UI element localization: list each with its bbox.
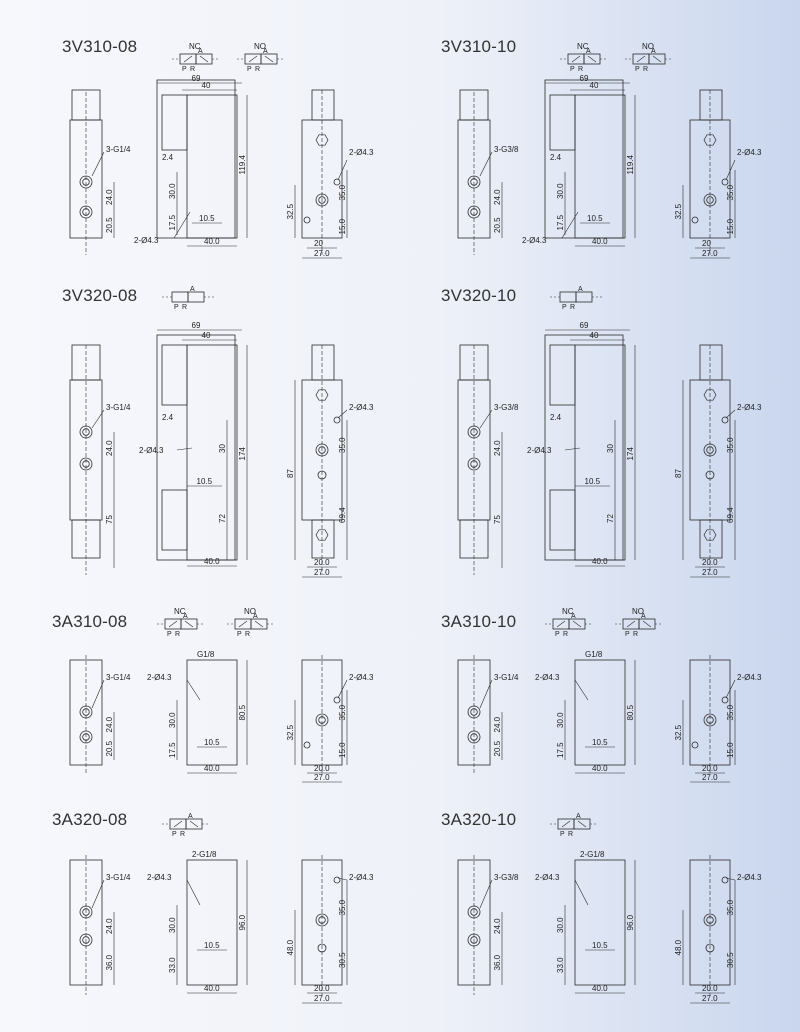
valve-symbol bbox=[615, 607, 663, 638]
flow-arrow bbox=[572, 56, 580, 62]
dimension-label: G1/8 bbox=[585, 650, 603, 659]
dimension-label: 30 bbox=[606, 444, 615, 453]
symbol-label: NC bbox=[174, 607, 186, 616]
valve-body bbox=[575, 345, 625, 560]
leader-line bbox=[726, 878, 735, 880]
symbol-label: NO bbox=[642, 42, 654, 51]
port-letter-p: P bbox=[562, 304, 567, 311]
view-group-3V320-08 bbox=[70, 286, 374, 577]
dimension-label: 69 bbox=[191, 74, 201, 83]
valve-box-right bbox=[576, 292, 592, 302]
flow-arrow bbox=[249, 56, 257, 62]
dimension-label: 80.5 bbox=[238, 704, 247, 721]
dimension-label: 20.5 bbox=[493, 217, 502, 233]
dimension-label: 24.0 bbox=[105, 716, 114, 733]
dimension-label: 40.0 bbox=[592, 764, 608, 773]
dimension-label: 32.5 bbox=[674, 203, 683, 220]
port-letter-p: P bbox=[635, 66, 640, 73]
dimension-label: 40.0 bbox=[592, 237, 608, 246]
dimension-label: 80.5 bbox=[626, 704, 635, 721]
dimension-label: 2-Ø4.3 bbox=[737, 403, 762, 412]
dimension-label: 2-Ø4.3 bbox=[535, 873, 560, 882]
port-letter-r: R bbox=[190, 66, 196, 73]
dimension-label: 30.0 bbox=[556, 917, 565, 933]
port-letter-a: A bbox=[571, 613, 576, 620]
front-coil-top bbox=[460, 345, 488, 380]
leader-line bbox=[338, 410, 347, 418]
leader-line bbox=[726, 410, 735, 418]
leader-line bbox=[575, 680, 588, 700]
port-letter-a: A bbox=[188, 813, 193, 820]
valve-symbol bbox=[162, 286, 214, 311]
dimension-label: 10.5 bbox=[587, 214, 603, 223]
dimension-label: 2-Ø4.3 bbox=[737, 673, 762, 682]
dimension-label: 15.0 bbox=[338, 742, 347, 758]
dimension-label: 40.0 bbox=[204, 764, 220, 773]
valve-symbol bbox=[625, 42, 673, 73]
port-letter-a: A bbox=[651, 48, 656, 55]
view-group-3V310-10 bbox=[458, 42, 762, 258]
dimension-label: 3-G3/8 bbox=[494, 403, 519, 412]
dimension-label: 40 bbox=[589, 331, 599, 340]
leader-line bbox=[187, 880, 200, 905]
dimension-label: 30.0 bbox=[168, 183, 177, 199]
solenoid-coil bbox=[550, 95, 575, 150]
dimension-label: 75 bbox=[493, 515, 502, 524]
flow-arrow bbox=[653, 56, 661, 62]
leader-line bbox=[177, 448, 192, 450]
mount-hole bbox=[722, 877, 728, 883]
dimension-label: 35.0 bbox=[338, 899, 347, 916]
dimension-label: 10.5 bbox=[584, 477, 601, 486]
mount-hole bbox=[692, 217, 698, 223]
dimension-label: 72 bbox=[606, 514, 615, 523]
dimension-label: 2-Ø4.3 bbox=[134, 236, 159, 245]
dimension-label: 119.4 bbox=[238, 155, 247, 175]
flow-arrow bbox=[185, 621, 193, 627]
symbol-label: NC bbox=[189, 42, 201, 51]
dimension-label: 27.0 bbox=[314, 994, 330, 1003]
flow-arrow bbox=[643, 621, 651, 627]
dimension-label: 3-G1/4 bbox=[106, 145, 131, 154]
valve-symbol bbox=[227, 607, 275, 638]
view-group-3V310-08 bbox=[70, 42, 374, 258]
dimension-label: 40.0 bbox=[204, 237, 220, 246]
flow-arrow bbox=[174, 821, 182, 827]
dimension-label: 35.0 bbox=[338, 437, 347, 453]
valve-body bbox=[187, 660, 237, 765]
mount-hole bbox=[334, 877, 340, 883]
dimension-label: 32.5 bbox=[286, 203, 295, 220]
port-letter-r: R bbox=[563, 631, 569, 638]
port-letter-p: P bbox=[247, 66, 252, 73]
port-letter-r: R bbox=[175, 631, 181, 638]
model-title-3a320-10: 3A320-10 bbox=[441, 810, 517, 829]
valve-symbol bbox=[157, 607, 205, 638]
port-letter-r: R bbox=[255, 66, 261, 73]
dimension-label: 27.0 bbox=[314, 773, 330, 782]
flow-arrow bbox=[557, 621, 565, 627]
port-letter-p: P bbox=[174, 304, 179, 311]
port-letter-a: A bbox=[576, 813, 581, 820]
dimension-label: 3-G1/4 bbox=[106, 673, 131, 682]
side-coil bbox=[312, 90, 334, 120]
leader-line bbox=[575, 880, 588, 905]
dimension-label: 15.0 bbox=[338, 218, 347, 235]
flow-arrow bbox=[562, 821, 570, 827]
mount-hole bbox=[722, 179, 728, 185]
dimension-label: 20.5 bbox=[105, 217, 114, 233]
dimension-label: 35.0 bbox=[338, 184, 347, 201]
dimension-label: 2-Ø4.3 bbox=[147, 673, 172, 682]
leader-line bbox=[338, 680, 347, 698]
dimension-label: 35.0 bbox=[726, 899, 735, 916]
mount-hole bbox=[304, 742, 310, 748]
model-title-3a310-08: 3A310-08 bbox=[52, 612, 128, 631]
leader-line bbox=[726, 680, 735, 698]
dimension-label: 32.5 bbox=[674, 724, 683, 741]
dimension-label: 24.0 bbox=[493, 440, 502, 456]
port-letter-p: P bbox=[570, 66, 575, 73]
symbol-label: NO bbox=[244, 607, 256, 616]
symbol-label: NC bbox=[562, 607, 574, 616]
port-letter-p: P bbox=[167, 631, 172, 638]
flow-arrow bbox=[637, 56, 645, 62]
mount-hole bbox=[722, 417, 728, 423]
model-title-3a320-08: 3A320-08 bbox=[52, 810, 128, 829]
view-group-3A320-10 bbox=[458, 813, 762, 1003]
dimension-label: 2-Ø4.3 bbox=[737, 148, 762, 157]
dimension-label: 2-G1/8 bbox=[192, 850, 217, 859]
symbol-label: NC bbox=[577, 42, 589, 51]
mount-hole bbox=[692, 742, 698, 748]
dimension-label: 20.0 bbox=[702, 558, 718, 567]
port-letter-p: P bbox=[182, 66, 187, 73]
model-title-3v320-08: 3V320-08 bbox=[62, 286, 138, 305]
dimension-label: 30.0 bbox=[168, 917, 177, 933]
port-letter-a: A bbox=[253, 613, 258, 620]
flow-arrow bbox=[265, 56, 273, 62]
dimension-label: 174 bbox=[626, 447, 635, 461]
port-letter-p: P bbox=[560, 831, 565, 838]
dimension-label: 69 bbox=[579, 74, 589, 83]
dimension-label: 2.4 bbox=[550, 413, 562, 422]
port-letter-p: P bbox=[237, 631, 242, 638]
dimension-label: 2.4 bbox=[162, 413, 174, 422]
model-title-3v310-10: 3V310-10 bbox=[441, 37, 517, 56]
dimension-label: 17.5 bbox=[168, 214, 177, 231]
dimension-label: 20.0 bbox=[702, 984, 718, 993]
port-letter-p: P bbox=[625, 631, 630, 638]
dimension-label: 40.0 bbox=[204, 557, 220, 566]
valve-body bbox=[575, 860, 625, 985]
dimension-label: 20.5 bbox=[493, 740, 502, 757]
port-letter-r: R bbox=[570, 304, 576, 311]
dimension-label: 3-G1/4 bbox=[494, 673, 519, 682]
dimension-label: 2-Ø4.3 bbox=[737, 873, 762, 882]
dimension-label: 15.0 bbox=[726, 742, 735, 758]
dimension-label: 40.0 bbox=[204, 984, 220, 993]
view-group-3V320-10 bbox=[458, 286, 762, 577]
leader-line bbox=[187, 680, 200, 700]
symbol-label: NO bbox=[632, 607, 644, 616]
dimension-label: 2-Ø4.3 bbox=[349, 873, 374, 882]
dimension-label: 40.0 bbox=[592, 984, 608, 993]
flow-arrow bbox=[239, 621, 247, 627]
dimension-label: 2-Ø4.3 bbox=[535, 673, 560, 682]
dimension-label: 2-Ø4.3 bbox=[349, 148, 374, 157]
dimension-label: 69.4 bbox=[726, 507, 735, 523]
view-group-3A320-08 bbox=[70, 813, 374, 1003]
dimension-label: 3-G1/4 bbox=[106, 403, 131, 412]
dimension-label: 10.5 bbox=[199, 214, 215, 223]
dimension-label: 119.4 bbox=[626, 155, 635, 175]
dimension-label: 30.5 bbox=[338, 952, 347, 968]
leader-line bbox=[726, 160, 735, 180]
dimension-label: 174 bbox=[238, 447, 247, 461]
flow-arrow bbox=[255, 621, 263, 627]
flow-arrow bbox=[190, 821, 198, 827]
port-letter-p: P bbox=[555, 631, 560, 638]
side-coil-top bbox=[700, 345, 722, 380]
dimension-label: 48.0 bbox=[286, 939, 295, 956]
port-letter-r: R bbox=[578, 66, 584, 73]
dimension-label: 24.0 bbox=[493, 189, 502, 205]
flow-arrow bbox=[200, 56, 208, 62]
dimension-label: 40.0 bbox=[592, 557, 608, 566]
port-letter-a: A bbox=[263, 48, 268, 55]
side-coil-top bbox=[312, 345, 334, 380]
port-letter-a: A bbox=[641, 613, 646, 620]
leader-line bbox=[338, 878, 347, 880]
dimension-label: 3-G1/4 bbox=[106, 873, 131, 882]
valve-symbol bbox=[550, 286, 602, 311]
dimension-label: 72 bbox=[218, 514, 227, 523]
dimension-label: 87 bbox=[286, 469, 295, 478]
flow-arrow bbox=[169, 621, 177, 627]
port-letter-a: A bbox=[586, 48, 591, 55]
flow-arrow bbox=[578, 821, 586, 827]
model-title-3v310-08: 3V310-08 bbox=[62, 37, 138, 56]
leader-line bbox=[338, 160, 347, 180]
dimension-label: 35.0 bbox=[726, 184, 735, 201]
valve-body bbox=[187, 860, 237, 985]
dimension-label: 35.0 bbox=[338, 704, 347, 721]
dimension-label: 24.0 bbox=[105, 918, 114, 934]
dimension-label: 2-Ø4.3 bbox=[147, 873, 172, 882]
valve-symbol bbox=[560, 42, 608, 73]
dimension-label: 48.0 bbox=[674, 939, 683, 956]
dimension-label: 30.0 bbox=[556, 183, 565, 199]
dimension-label: 3-G3/8 bbox=[494, 145, 519, 154]
side-coil-bottom bbox=[312, 520, 334, 558]
dimension-label: 20.0 bbox=[314, 984, 330, 993]
solenoid-coil bbox=[162, 95, 187, 150]
dimension-label: 96.0 bbox=[238, 914, 247, 931]
valve-box-left bbox=[172, 292, 188, 302]
dimension-label: 20 bbox=[314, 239, 323, 248]
dimension-label: 69 bbox=[579, 321, 589, 330]
valve-box-left bbox=[560, 292, 576, 302]
flow-arrow bbox=[184, 56, 192, 62]
valve-box-right bbox=[188, 292, 204, 302]
dimension-label: 27.0 bbox=[702, 568, 718, 577]
dimension-label: 27.0 bbox=[314, 249, 330, 258]
dimension-label: 30 bbox=[218, 444, 227, 453]
solenoid-coil-top bbox=[550, 345, 575, 405]
dimension-label: 2-Ø4.3 bbox=[527, 446, 552, 455]
dimension-label: 15.0 bbox=[726, 218, 735, 235]
dimension-label: 69 bbox=[191, 321, 201, 330]
side-coil-bottom bbox=[700, 520, 722, 558]
dimension-label: 17.5 bbox=[168, 742, 177, 758]
dimension-label: 2-Ø4.3 bbox=[522, 236, 547, 245]
dimension-label: 27.0 bbox=[702, 249, 718, 258]
dimension-label: 32.5 bbox=[286, 724, 295, 741]
dimension-label: 69.4 bbox=[338, 507, 347, 523]
dimension-label: 2-Ø4.3 bbox=[139, 446, 164, 455]
model-title-3v320-10: 3V320-10 bbox=[441, 286, 517, 305]
dimension-label: 27.0 bbox=[314, 568, 330, 577]
port-letter-r: R bbox=[245, 631, 251, 638]
dimension-label: 30.5 bbox=[726, 952, 735, 968]
dimension-label: 30.0 bbox=[556, 712, 565, 728]
port-letter-p: P bbox=[172, 831, 177, 838]
dimension-label: 10.5 bbox=[196, 477, 213, 486]
solenoid-coil-bottom bbox=[550, 490, 575, 550]
port-letter-r: R bbox=[568, 831, 574, 838]
dimension-label: 20 bbox=[702, 239, 711, 248]
flow-arrow bbox=[573, 621, 581, 627]
dimension-label: 30.0 bbox=[168, 712, 177, 728]
dimension-label: 10.5 bbox=[204, 941, 220, 950]
symbol-label: NO bbox=[254, 42, 266, 51]
dimension-label: 2.4 bbox=[162, 153, 174, 162]
dimension-label: 87 bbox=[674, 469, 683, 478]
port-letter-a: A bbox=[198, 48, 203, 55]
side-coil bbox=[700, 90, 722, 120]
port-letter-r: R bbox=[182, 304, 188, 311]
dimension-label: 10.5 bbox=[204, 738, 220, 747]
dimension-label: 36.0 bbox=[493, 954, 502, 971]
port-letter-r: R bbox=[643, 66, 649, 73]
dimension-label: 2-G1/8 bbox=[580, 850, 605, 859]
dimension-label: 96.0 bbox=[626, 914, 635, 931]
dimension-label: 10.5 bbox=[592, 941, 608, 950]
mount-hole bbox=[334, 417, 340, 423]
dimension-label: G1/8 bbox=[197, 650, 215, 659]
dimension-label: 35.0 bbox=[726, 437, 735, 453]
dimension-label: 33.0 bbox=[168, 957, 177, 973]
dimension-label: 20.0 bbox=[314, 558, 330, 567]
port-letter-a: A bbox=[578, 286, 583, 293]
dimension-label: 10.5 bbox=[592, 738, 608, 747]
flow-arrow bbox=[588, 56, 596, 62]
dimension-label: 27.0 bbox=[702, 994, 718, 1003]
dimension-label: 20.5 bbox=[105, 740, 114, 757]
dimension-label: 24.0 bbox=[493, 918, 502, 934]
valve-symbol bbox=[237, 42, 285, 73]
solenoid-coil-top bbox=[162, 345, 187, 405]
dimension-label: 2-Ø4.3 bbox=[349, 403, 374, 412]
dimension-label: 40 bbox=[589, 81, 599, 90]
dimension-label: 24.0 bbox=[105, 189, 114, 205]
dimension-label: 36.0 bbox=[105, 954, 114, 971]
dimension-label: 33.0 bbox=[556, 957, 565, 973]
model-title-3a310-10: 3A310-10 bbox=[441, 612, 517, 631]
mount-hole bbox=[334, 179, 340, 185]
dimension-label: 27.0 bbox=[702, 773, 718, 782]
valve-body bbox=[187, 345, 237, 560]
port-letter-r: R bbox=[180, 831, 186, 838]
dimension-label: 20.0 bbox=[702, 764, 718, 773]
flow-arrow bbox=[627, 621, 635, 627]
port-letter-r: R bbox=[633, 631, 639, 638]
dimension-label: 40 bbox=[201, 331, 211, 340]
view-group-3A310-10 bbox=[458, 607, 762, 782]
valve-symbol bbox=[550, 813, 598, 838]
view-group-3A310-08 bbox=[70, 607, 374, 782]
port-letter-a: A bbox=[190, 286, 195, 293]
dimension-label: 20.0 bbox=[314, 764, 330, 773]
valve-symbol bbox=[545, 607, 593, 638]
solenoid-coil-bottom bbox=[162, 490, 187, 550]
dimension-label: 17.5 bbox=[556, 742, 565, 758]
valve-symbol bbox=[172, 42, 220, 73]
dimension-label: 24.0 bbox=[493, 716, 502, 733]
dimension-label: 40 bbox=[201, 81, 211, 90]
valve-body bbox=[575, 660, 625, 765]
front-coil-top bbox=[72, 345, 100, 380]
dimension-label: 2-Ø4.3 bbox=[349, 673, 374, 682]
dimension-label: 24.0 bbox=[105, 440, 114, 456]
dimension-label: 75 bbox=[105, 515, 114, 524]
port-letter-a: A bbox=[183, 613, 188, 620]
dimension-label: 35.0 bbox=[726, 704, 735, 721]
leader-line bbox=[565, 448, 580, 450]
valve-symbol bbox=[162, 813, 210, 838]
mount-hole bbox=[334, 697, 340, 703]
mount-hole bbox=[304, 217, 310, 223]
dimension-label: 2.4 bbox=[550, 153, 562, 162]
dimension-label: 3-G3/8 bbox=[494, 873, 519, 882]
dimension-label: 17.5 bbox=[556, 214, 565, 231]
mount-hole bbox=[722, 697, 728, 703]
